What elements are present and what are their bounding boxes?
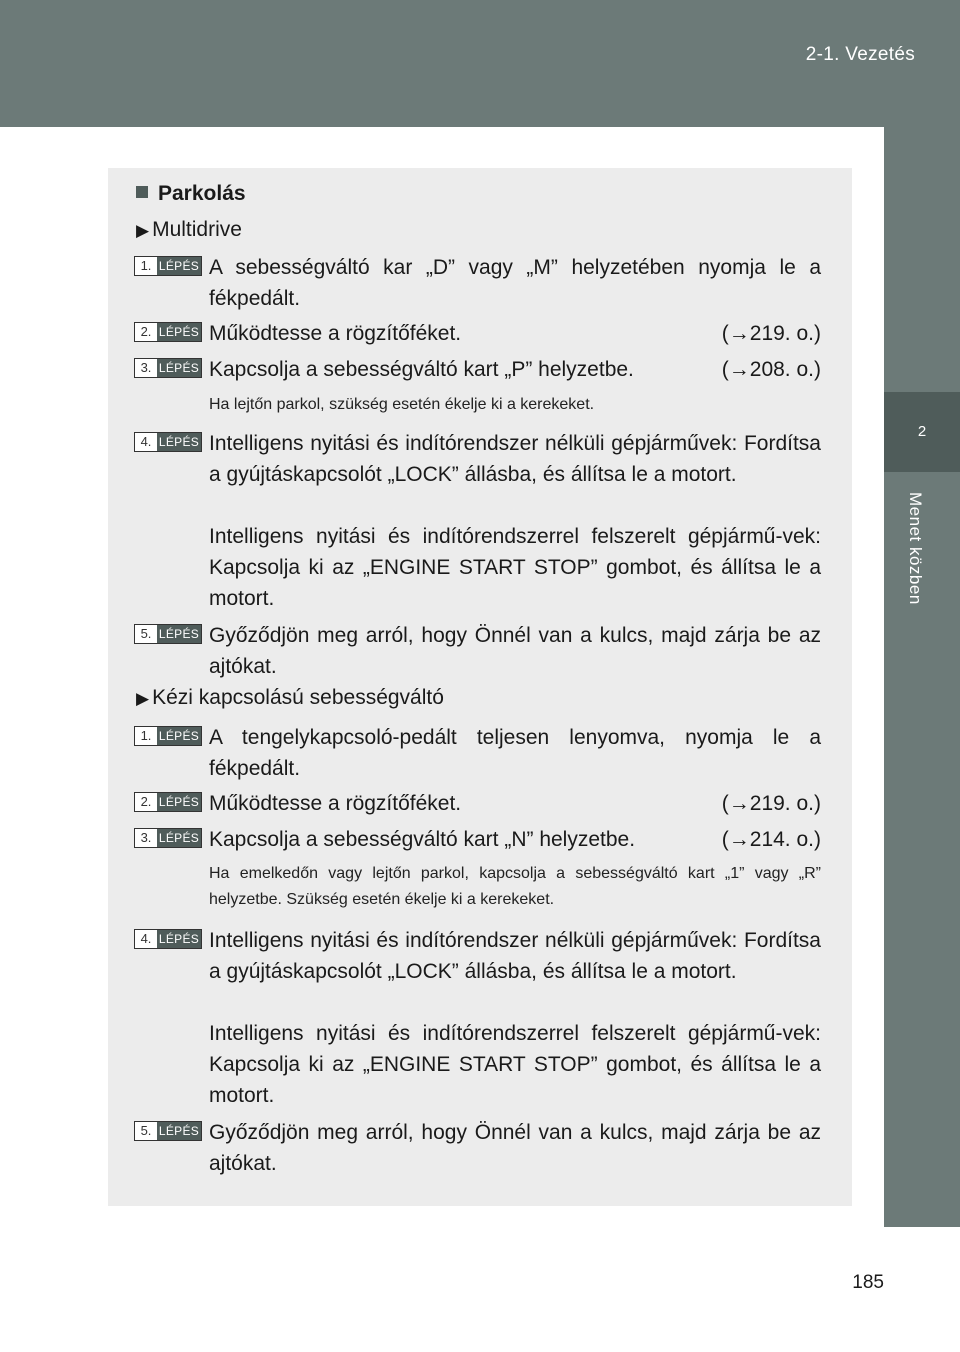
step-text: Működtesse a rögzítőféket.	[209, 322, 462, 345]
note-text: Ha emelkedőn vagy lejtőn parkol, kapcsolja a sebességváltó kart „1” vagy „R” helyzetbe. Szükség esetén ékelje ki a kerekeket.	[209, 865, 821, 908]
step-badge	[134, 358, 202, 378]
step-badge	[134, 726, 202, 746]
triangle-arrow-icon: ▶	[136, 689, 150, 708]
section-heading	[136, 182, 246, 206]
step-label: LÉPÉS	[158, 361, 200, 375]
step-badge	[134, 256, 202, 276]
step-row	[209, 318, 821, 349]
step-number: 1.	[135, 727, 157, 745]
page-number: 185	[852, 1272, 884, 1293]
chapter-number: 2	[884, 392, 960, 472]
subheading-text: Kézi kapcsolású sebességváltó	[152, 686, 444, 709]
note-text: Ha lejtőn parkol, szükség esetén ékelje ki a kerekeket.	[209, 396, 595, 413]
step-text-continued: Intelligens nyitási és indítórendszerrel felszerelt gépjármű-vek: Kapcsolja ki az „ENGINE START STOP” gombot, és állítsa le a motort.	[209, 1022, 821, 1107]
step-text: A sebességváltó kar „D” vagy „M” helyzetében nyomja le a fékpedált.	[209, 256, 821, 310]
step-badge	[134, 1121, 202, 1141]
subheading-manual	[136, 686, 444, 710]
step-label: LÉPÉS	[158, 259, 200, 273]
step-badge	[134, 792, 202, 812]
step-label: LÉPÉS	[158, 435, 200, 449]
heading-text: Parkolás	[158, 182, 246, 205]
step-text: Intelligens nyitási és indítórendszer nélküli gépjárművek: Fordítsa a gyújtáskapcsolót „LOCK” állásba, és állítsa le a motort.	[209, 929, 821, 983]
step-text: Győződjön meg arról, hogy Önnél van a kulcs, majd zárja be az ajtókat.	[209, 1121, 821, 1175]
side-tab	[884, 127, 960, 1227]
step-label: LÉPÉS	[158, 1124, 200, 1138]
step-number: 3.	[135, 359, 157, 377]
step-badge	[134, 322, 202, 342]
step-badge	[134, 929, 202, 949]
subheading-text: Multidrive	[152, 218, 242, 241]
step-row	[209, 824, 821, 855]
step-badge	[134, 624, 202, 644]
step-row	[209, 788, 821, 819]
page-reference: (→219. o.)	[721, 322, 821, 345]
step-number: 1.	[135, 257, 157, 275]
step-number: 2.	[135, 323, 157, 341]
step-label: LÉPÉS	[158, 325, 200, 339]
step-number: 5.	[135, 1122, 157, 1140]
step-text: Kapcsolja a sebességváltó kart „N” helyzetbe.	[209, 828, 636, 851]
step-text: Intelligens nyitási és indítórendszer nélküli gépjárművek: Fordítsa a gyújtáskapcsolót „LOCK” állásba, és állítsa le a motort.	[209, 432, 821, 486]
subheading-multidrive	[136, 218, 242, 242]
step-label: LÉPÉS	[158, 831, 200, 845]
page-reference: (→208. o.)	[721, 358, 821, 381]
step-label: LÉPÉS	[158, 795, 200, 809]
step-text: Győződjön meg arról, hogy Önnél van a kulcs, majd zárja be az ajtókat.	[209, 624, 821, 678]
step-badge	[134, 432, 202, 452]
step-number: 2.	[135, 793, 157, 811]
step-badge	[134, 828, 202, 848]
chapter-name: Menet közben	[906, 492, 925, 605]
step-number: 4.	[135, 930, 157, 948]
step-number: 5.	[135, 625, 157, 643]
step-text: Működtesse a rögzítőféket.	[209, 792, 462, 815]
page-reference: (→219. o.)	[721, 792, 821, 815]
step-text: Kapcsolja a sebességváltó kart „P” helyzetbe.	[209, 358, 634, 381]
step-number: 3.	[135, 829, 157, 847]
square-bullet-icon	[136, 186, 148, 198]
step-number: 4.	[135, 433, 157, 451]
section-title: 2-1. Vezetés	[805, 44, 915, 65]
step-text-continued: Intelligens nyitási és indítórendszerrel felszerelt gépjármű-vek: Kapcsolja ki az „ENGINE START STOP” gombot, és állítsa le a motort.	[209, 525, 821, 610]
step-label: LÉPÉS	[158, 729, 200, 743]
page-reference: (→214. o.)	[721, 828, 821, 851]
step-label: LÉPÉS	[158, 627, 200, 641]
step-label: LÉPÉS	[158, 932, 200, 946]
step-text: A tengelykapcsoló-pedált teljesen lenyomva, nyomja le a fékpedált.	[209, 726, 821, 780]
step-row	[209, 354, 821, 385]
triangle-arrow-icon: ▶	[136, 221, 150, 240]
